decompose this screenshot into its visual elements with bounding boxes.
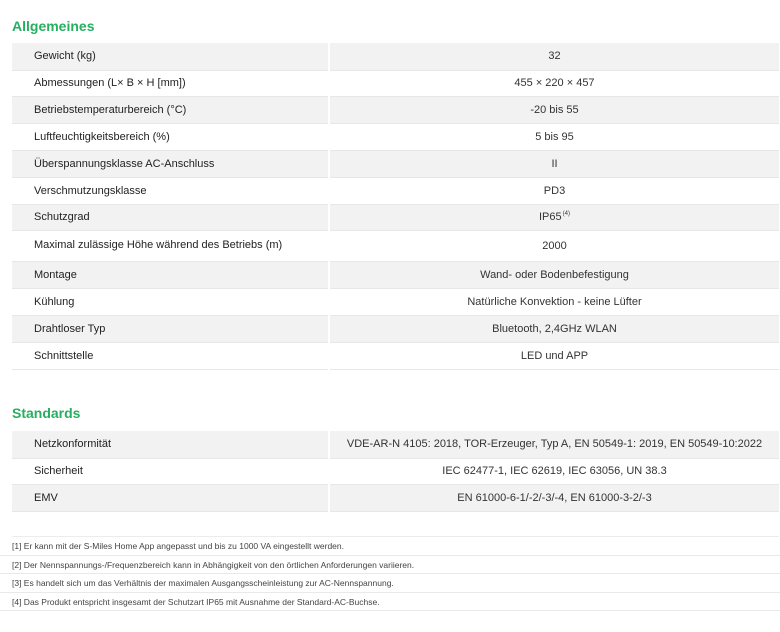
table-row xyxy=(12,315,779,342)
table-row xyxy=(12,43,779,70)
table-row xyxy=(12,484,779,511)
row-label: Gewicht (kg) xyxy=(12,43,329,70)
row-label: Netzkonformität xyxy=(12,431,329,458)
row-value: IEC 62477-1, IEC 62619, IEC 63056, UN 38.3 xyxy=(329,458,779,484)
table-row xyxy=(12,342,779,369)
row-label: EMV xyxy=(12,484,329,511)
row-value: Natürliche Konvektion - keine Lüfter xyxy=(329,288,779,315)
row-value: PD3 xyxy=(329,177,779,204)
row-label: Luftfeuchtigkeitsbereich (%) xyxy=(12,123,329,150)
row-value: EN 61000-6-1/-2/-3/-4, EN 61000-3-2/-3 xyxy=(329,484,779,511)
table-row xyxy=(12,70,779,96)
row-label: Drahtloser Typ xyxy=(12,315,329,342)
row-label: Schnittstelle xyxy=(12,342,329,369)
table-row xyxy=(12,431,779,458)
table-spacer xyxy=(12,510,779,537)
section-title-general: Allgemeines xyxy=(12,18,95,34)
row-label: Überspannungsklasse AC-Anschluss xyxy=(12,150,329,177)
row-label: Sicherheit xyxy=(12,458,329,484)
table-row xyxy=(12,150,779,177)
general-spec-table xyxy=(12,43,779,370)
table-row xyxy=(12,230,779,261)
row-value: Bluetooth, 2,4GHz WLAN xyxy=(329,315,779,342)
footnote: [4] Das Produkt entspricht insgesamt der Schutzart IP65 mit Ausnahme der Standard-AC-Buchse. xyxy=(0,593,780,612)
row-label-text: Maximal zulässige Höhe während des Betriebs (m) xyxy=(34,239,283,251)
row-label: Montage xyxy=(12,261,329,288)
table-row xyxy=(12,288,779,315)
row-value: Wand- oder Bodenbefestigung xyxy=(329,261,779,288)
row-value: 5 bis 95 xyxy=(329,123,779,150)
section-title-standards: Standards xyxy=(12,405,81,421)
row-value: II xyxy=(329,150,779,177)
row-label xyxy=(12,230,329,261)
table-row xyxy=(12,458,779,484)
table-row xyxy=(12,261,779,288)
footnotes xyxy=(0,537,780,611)
footnote: [1] Er kann mit der S-Miles Home App angepasst und bis zu 1000 VA eingestellt werden. xyxy=(0,537,780,556)
row-label: Abmessungen (L× B × H [mm]) xyxy=(12,70,329,96)
table-row xyxy=(12,177,779,204)
row-label: Betriebstemperaturbereich (°C) xyxy=(12,96,329,123)
row-value-ip xyxy=(329,204,779,230)
row-value: 455 × 220 × 457 xyxy=(329,70,779,96)
row-label: Verschmutzungsklasse xyxy=(12,177,329,204)
row-value: VDE-AR-N 4105: 2018, TOR-Erzeuger, Typ A, EN 50549-1: 2019, EN 50549-10:2022 xyxy=(329,431,779,458)
row-label: Kühlung xyxy=(12,288,329,315)
row-value: LED und APP xyxy=(329,342,779,369)
ip-rating-value: IP65 xyxy=(539,211,562,223)
row-label: Schutzgrad xyxy=(12,204,329,230)
table-row xyxy=(12,123,779,150)
row-value: -20 bis 55 xyxy=(329,96,779,123)
table-row xyxy=(12,96,779,123)
row-value: 32 xyxy=(329,43,779,70)
footnote: [2] Der Nennspannungs-/Frequenzbereich kann in Abhängigkeit von den örtlichen Anforderungen variieren. xyxy=(0,556,780,575)
row-value: 2000 xyxy=(329,230,779,261)
table-row xyxy=(12,204,779,230)
footnote-ref: (4) xyxy=(562,211,570,218)
standards-spec-table xyxy=(12,431,779,512)
footnote: [3] Es handelt sich um das Verhältnis der maximalen Ausgangsscheinleistung zur AC-Nennspannung. xyxy=(0,574,780,593)
